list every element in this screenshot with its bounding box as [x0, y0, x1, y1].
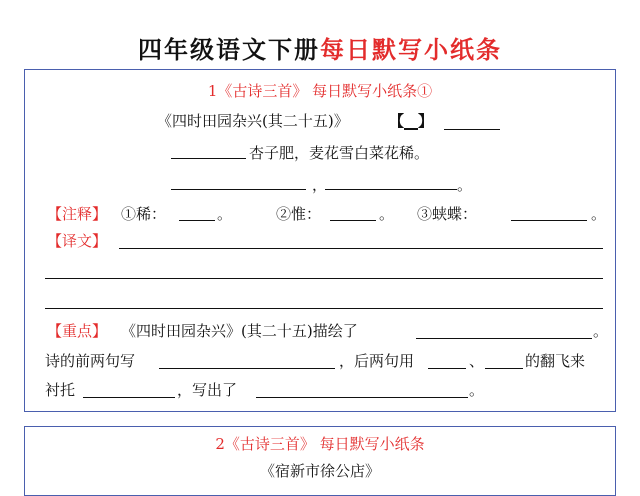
key-blank-2[interactable] [159, 368, 335, 369]
key-label: 【重点】 [47, 322, 108, 340]
note2-period: 。 [379, 205, 395, 223]
note1-blank[interactable] [179, 220, 215, 221]
key-text-3c: 。 [469, 381, 485, 399]
note3-blank[interactable] [511, 220, 587, 221]
verse3-blank[interactable] [171, 189, 306, 190]
translation-label: 【译文】 [47, 232, 108, 250]
note-3: ③蛱蝶： [417, 205, 478, 223]
verse-period: 。 [457, 176, 473, 194]
title-black: 四年级语文下册 [138, 35, 320, 64]
notes-label: 【注释】 [47, 205, 108, 223]
key-blank-5[interactable] [83, 397, 175, 398]
key-period-1: 。 [593, 322, 609, 340]
poet-blank[interactable] [444, 129, 500, 130]
bracket-close: 】 [418, 112, 434, 130]
note1-period: 。 [217, 205, 233, 223]
title-red: 每日默写小纸条 [320, 35, 502, 64]
author-blank[interactable] [404, 114, 418, 130]
verse4-blank[interactable] [325, 189, 457, 190]
note-2: ②惟： [276, 205, 322, 223]
card2-title: 2《古诗三首》 每日默写小纸条 [215, 435, 425, 453]
note2-blank[interactable] [330, 220, 376, 221]
translation-line-2[interactable] [45, 278, 603, 279]
verse-comma: ， [312, 176, 328, 194]
key-text-2a: 诗的前两句写 [45, 352, 136, 370]
key-blank-1[interactable] [416, 338, 592, 339]
key-text-1: 《四时田园杂兴》(其二十五)描绘了 [121, 322, 358, 340]
note3-period: 。 [591, 205, 607, 223]
verse1-blank[interactable] [171, 158, 246, 159]
translation-line-3[interactable] [45, 308, 603, 309]
translation-line-1[interactable] [119, 248, 603, 249]
key-blank-3[interactable] [428, 368, 466, 369]
bracket-open: 【 [389, 112, 405, 130]
author-bracket [389, 110, 433, 131]
key-text-3b: ，写出了 [177, 381, 238, 399]
card1-title: 1《古诗三首》 每日默写小纸条① [207, 82, 433, 100]
key-text-2c: 、 [469, 352, 485, 370]
dictation-card-1 [24, 69, 616, 412]
key-blank-4[interactable] [485, 368, 523, 369]
verse-line2: 杏子肥，麦花雪白菜花稀。 [249, 144, 430, 162]
card2-poem-title: 《宿新市徐公店》 [259, 462, 380, 480]
key-text-3a: 衬托 [45, 381, 76, 399]
dictation-card-2 [24, 426, 616, 496]
note-1: ①稀： [121, 205, 167, 223]
key-text-2d: 的翻飞来 [525, 352, 586, 370]
page-title [0, 30, 640, 65]
poem-title: 《四时田园杂兴(其二十五)》 [157, 112, 349, 130]
key-text-2b: ，后两句用 [339, 352, 415, 370]
key-blank-6[interactable] [256, 397, 468, 398]
